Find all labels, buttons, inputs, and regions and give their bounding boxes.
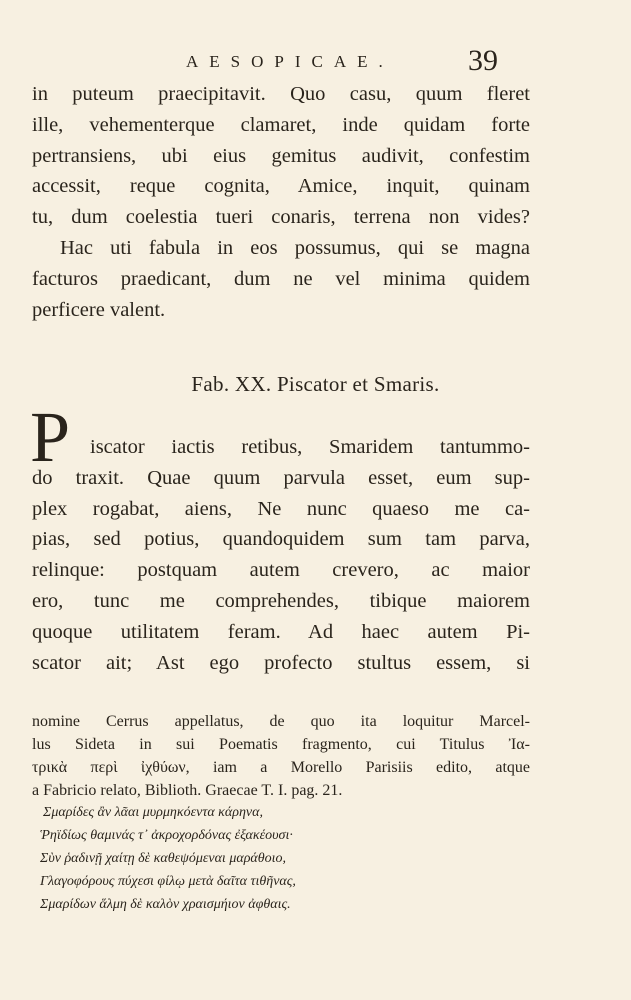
text-line: relinque: postquam autem crevero, ac maior [32, 559, 530, 582]
text-line: Hac uti fabula in eos possumus, qui se magna [60, 237, 530, 259]
footnote [32, 710, 530, 802]
text-line: facturos praedicant, dum ne vel minima quidem [32, 267, 530, 290]
text-line: ero, tunc me comprehendes, tibique maiorem [32, 589, 530, 612]
paragraph-fable [32, 432, 530, 678]
footnote-line: lus Sideta in sui Poematis fragmento, cui Titulus Ἰα- [32, 736, 530, 753]
footnote-line: a Fabricio relato, Biblioth. Graecae T. I. pag. 21. [32, 782, 343, 799]
running-head: AESOPICAE. [186, 52, 394, 71]
text-line: perficere valent. [32, 298, 166, 321]
fable-title: Fab. XX. Piscator et Smaris. [191, 372, 440, 396]
text-line: iscator iactis retibus, Smaridem tantummo- [90, 436, 530, 458]
page-number: 39 [468, 44, 498, 77]
text-line: pias, sed potius, quandoquidem sum tam parva, [32, 528, 530, 551]
text-line: accessit, reque cognita, Amice, inquit, quinam [32, 175, 530, 198]
text-line: in puteum praecipitavit. Quo casu, quum fleret [32, 83, 530, 105]
text-line: ille, vehementerque clamaret, inde quidam forte [32, 113, 530, 136]
verse-line: Γλαγοφόρους πύχεσι φίλῳ μετὰ δαῖτα τιθῆνας, [40, 874, 296, 889]
paragraph-continuation [32, 79, 530, 233]
paragraph-moral [32, 233, 530, 325]
text-line: scator ait; Ast ego profecto stultus essem, si [32, 651, 530, 674]
text-line: pertransiens, ubi eius gemitus audivit, confestim [32, 144, 530, 167]
footnote-line: τρικὰ περὶ ἰχθύων, iam a Morello Parisiis edito, atque [32, 759, 530, 776]
verse-line: Σμαρίδων ἅλμη δὲ καλὸν χραισμήιον ἀφθαις. [40, 897, 291, 912]
footnote-line: nomine Cerrus appellatus, de quo ita loquitur Marcel- [32, 713, 530, 730]
verse-line: Ῥηϊδίως θαμινάς τ᾽ ἀκροχορδόνας ἐξακέουσι· [40, 828, 293, 843]
text-line: plex rogabat, aiens, Ne nunc quaeso me ca- [32, 497, 530, 520]
greek-verse [0, 801, 631, 916]
text-line: tu, dum coelestia tueri conaris, terrena non vides? [32, 206, 530, 229]
verse-line: Σὺν ῥαδινῇ χαίτῃ δὲ καθεψόμεναι μαράθοιο, [40, 851, 287, 866]
verse-line: Σμαρίδες ἂν λᾶαι μυρμηκόεντα κάρηνα, [43, 805, 263, 820]
text-line: do traxit. Quae quum parvula esset, eum sup- [32, 466, 530, 489]
page-header [0, 44, 631, 84]
drop-cap: P [30, 397, 71, 477]
text-line: quoque utilitatem feram. Ad haec autem Pi- [32, 620, 530, 643]
